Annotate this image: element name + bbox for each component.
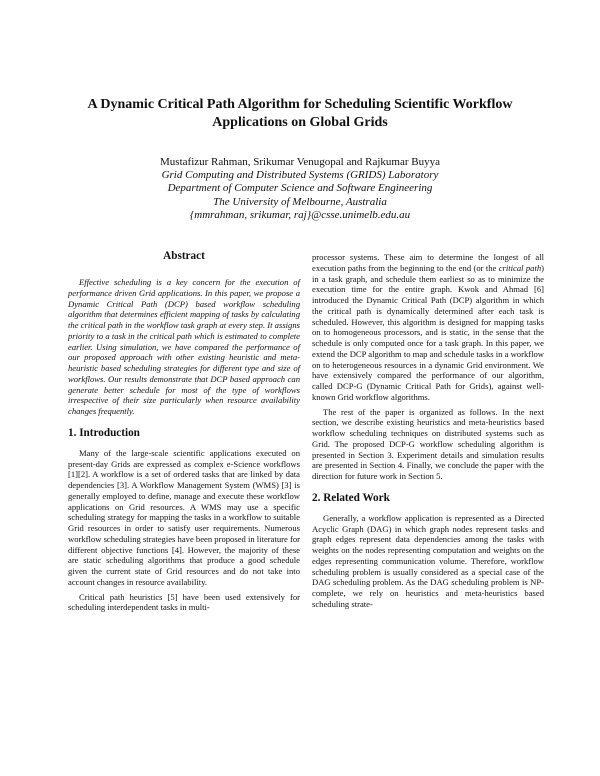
intro-paragraph-continued bbox=[312, 252, 544, 403]
paper-title: A Dynamic Critical Path Algorithm for Scheduling Scientific Workflow Applications on Global Grids bbox=[87, 97, 513, 130]
author-block bbox=[100, 156, 500, 222]
affiliation-univ: The University of Melbourne, Australia bbox=[213, 195, 387, 208]
abstract-text: Effective scheduling is a key concern for the execution of performance driven Grid applications. In this paper, we propose a Dynamic Critical Path (DCP) based workflow scheduling algorithm that determines efficient mapping of tasks by calculating the critical path in the workflow task graph at every step. It assigns priority to a task in the critical path which is estimated to complete earlier. Using simulation, we have compared the performance of our proposed approach with other existing heuristic and meta-heuristic based scheduling strategies for different type and size of workflows. Our results demonstrate that DCP based approach can generate better schedule for most of the type of workflows irrespective of their size particularly when resource availability changes frequently. bbox=[68, 277, 300, 416]
intro-cont-part-a: processor systems. These aim to determine the longest of all execution paths from the beginning to the end (or the bbox=[312, 252, 544, 273]
related-paragraph-1: Generally, a workflow application is represented as a Directed Acyclic Graph (DAG) in which graph nodes represent tasks and graph edges represent data dependencies among the tasks with weights on the nodes representing computation and weights on the edges representing communication volume. Therefore, workflow scheduling problem is usually considered as a special case of the DAG scheduling problem. As the DAG scheduling problem is NP-complete, we rely on heuristics and meta-heuristics based scheduling strate- bbox=[312, 512, 544, 609]
abstract-heading: Abstract bbox=[163, 250, 205, 262]
right-column bbox=[312, 252, 544, 614]
affiliation-lab: Grid Computing and Distributed Systems (GRIDS) Laboratory bbox=[161, 169, 439, 182]
author-emails: {mmrahman, srikumar, raj}@csse.unimelb.edu.au bbox=[189, 208, 411, 221]
left-column bbox=[68, 250, 300, 617]
intro-cont-part-b: ) in a task graph, and schedule them earliest so as to minimize the execution time for the entire graph. Kwok and Ahmad [6] introduced the Dynamic Critical Path (DCP) algorithm in which the critical path is dynamically determined after each task is scheduled. However, this algorithm is designed for mapping tasks on to homogeneous processors, and is static, in the sense that the schedule is only computed once for a task graph. In this paper, we extend the DCP algorithm to map and schedule tasks in a workflow on to heterogeneous resources in a dynamic Grid environment. We have extensively compared the performance of our algorithm, called DCP-G (Dynamic Critical Path for Grids), against well-known Grid workflow algorithms. bbox=[312, 262, 545, 402]
intro-paragraph-2: Critical path heuristics [5] have been used extensively for scheduling interdependent tasks in multi- bbox=[68, 591, 300, 613]
critical-path-term: critical path bbox=[498, 262, 542, 273]
affiliation-dept: Department of Computer Science and Software Engineering bbox=[167, 182, 433, 195]
intro-paragraph-organization: The rest of the paper is organized as follows. In the next section, we describe existing heuristics and meta-heuristics based workflow scheduling techniques on distributed systems such as Grid. The proposed DCP-G workflow scheduling algorithm is presented in Section 3. Experiment details and simulation results are presented in Section 4. Finally, we conclude the paper with the direction for future work in Section 5. bbox=[312, 406, 544, 481]
introduction-heading: 1. Introduction bbox=[68, 426, 140, 439]
intro-paragraph-1: Many of the large-scale scientific applications executed on present-day Grids are expressed as complex e-Science workflows [1][2]. A workflow is a set of ordered tasks that are linked by data dependencies [3]. A Workflow Management System (WMS) [3] is generally employed to define, manage and execute these workflow applications on Grid resources. A WMS may use a specific scheduling strategy for mapping the tasks in a workflow to suitable Grid resources in order to satisfy user requirements. Numerous workflow scheduling strategies have been proposed in literature for different objective functions [4]. However, the majority of these are static scheduling algorithms that produce a good schedule given the current state of Grid resources and do not take into account changes in resource availability. bbox=[68, 447, 300, 587]
related-work-heading: 2. Related Work bbox=[312, 491, 390, 504]
author-names: Mustafizur Rahman, Srikumar Venugopal and Rajkumar Buyya bbox=[160, 156, 440, 168]
